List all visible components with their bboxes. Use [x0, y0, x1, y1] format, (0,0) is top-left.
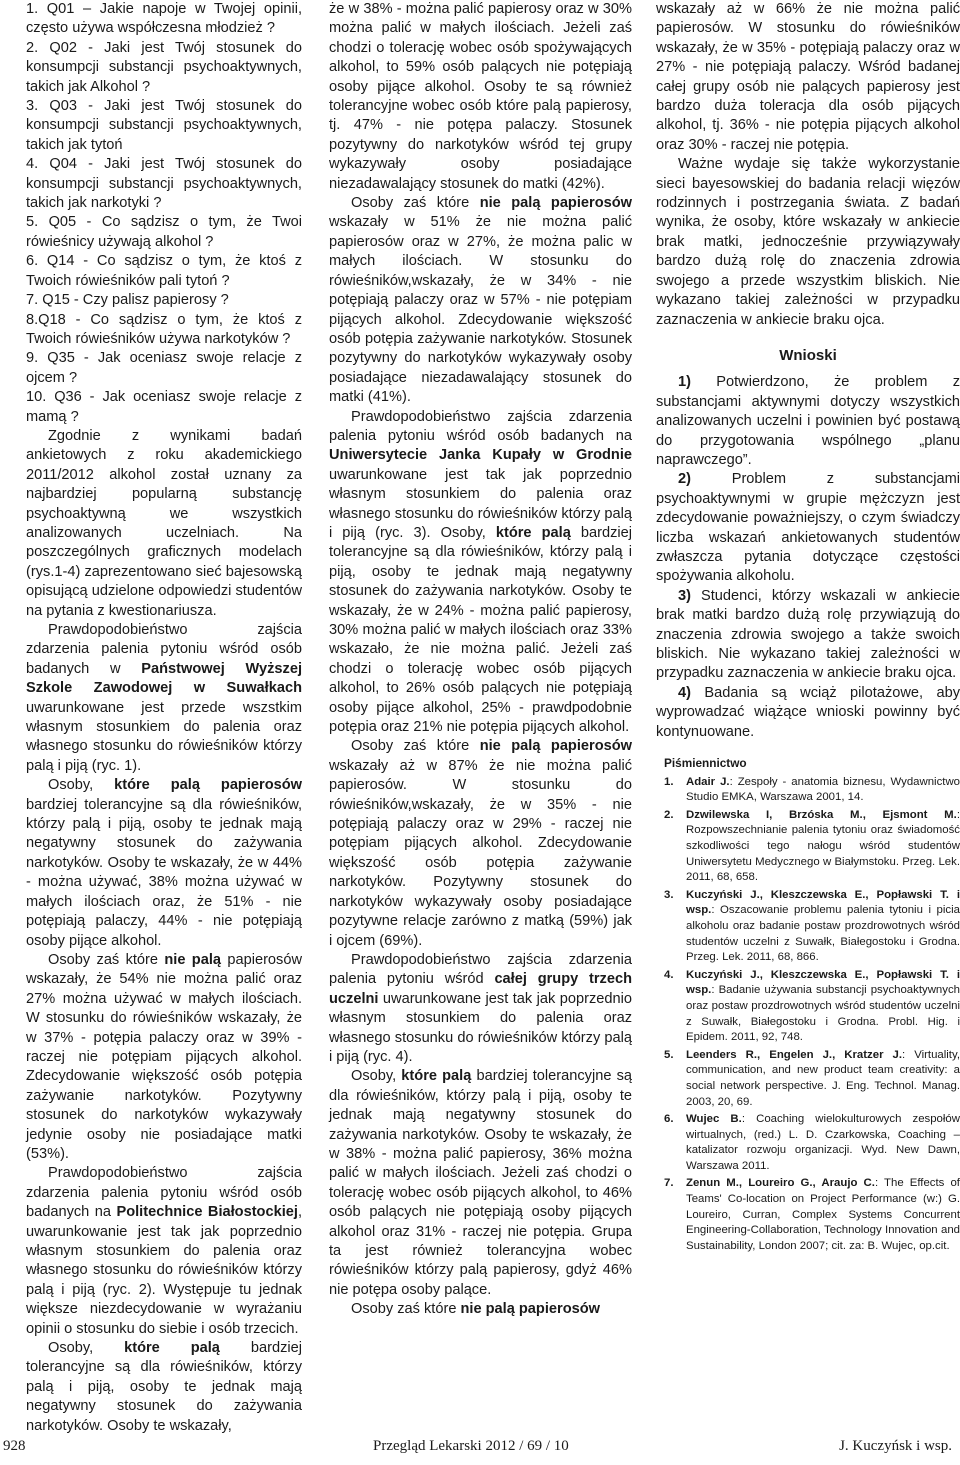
question-item: 7. Q15 - Czy palisz papierosy ?	[26, 292, 229, 309]
question-item: 5. Q05 - Co sądzisz o tym, że Twoi rówieśnicy używają alkohol ?	[26, 214, 302, 250]
body-paragraph: Osoby zaś które nie palą papierosów wskazały, że 54% nie można palić oraz 27% można używać w małych ilościach. W stosunku do rówieśników wskazały, że w 37% - potępia palaczy oraz w 39% - raczej nie potępiam pijących alkohol. Zdecydowanie większość osób potępia zażywanie narkotyków. Pozytywny stosunek do narkotyków wykazywały jedynie osoby nie posiadające matki (53%).	[26, 951, 302, 1162]
column-1	[26, 0, 302, 1436]
question-item: 8.Q18 - Co sądzisz o tym, że ktoś z Twoich rówieśników używa narkotyków ?	[26, 311, 302, 347]
body-paragraph: Osoby zaś które nie palą papierosów wskazały aż w 87% że nie można palić papierosów. W stosunku do rówieśników,wskazały, że w 35% - nie potępiają palaczy oraz w 29% - raczej nie potępiam pijących alkohol. Zdecydowanie większość osób potępia zażywanie narkotyków. Pozytywny stosunek do narkotyków wykazywały osoby posiadające pozytywne relacje zarówno z matką (59%) jak i ojcem (69%).	[329, 738, 632, 949]
question-item: 9. Q35 - Jak oceniasz swoje relacje z ojcem ?	[26, 350, 302, 386]
body-paragraph: Osoby, które palą papierosów bardziej tolerancyjne są dla rówieśników, którzy palą i piją, osoby te jednak mają negatywny stosunek do zażywania narkotyków. Osoby te wskazały, że w 44% - można używać, 38% można używać w małych ilościach oraz, że 51% - nie potępiają palaczy, 44% - nie potępiają osoby pijące alkohol.	[26, 777, 302, 949]
column-2	[329, 0, 632, 1320]
reference-item: 3. Kuczyński J., Kleszczewska E., Popławski T. i wsp.: Oszacowanie problemu palenia tytoniu i picia alkoholu oraz badanie postaw prozdrowotnych wśród studentów uczelni z Suwałk, Białegostoku i Grodna. Przeg. Lek. 2011, 68, 866.	[664, 888, 960, 964]
question-item: 10. Q36 - Jak oceniasz swoje relacje z mamą ?	[26, 389, 302, 425]
page-number: 928	[3, 1438, 26, 1454]
reference-item: 1. Adair J.: Zespoły - anatomia biznesu, Wydawnictwo Studio EMKA, Warszawa 2001, 14.	[664, 775, 960, 804]
body-paragraph: Prawdopodobieństwo zajścia zdarzenia palenia pytoniu wśród osób badanych w Państwowej Wyższej Szkole Zawodowej w Suwałkach uwarunkowane jest przede wszstkim własnym stosunkiem do palenia oraz własnego stosunku do rówieśników którzy palą i piją (ryc. 1).	[26, 622, 302, 774]
question-item: 4. Q04 - Jaki jest Twój stosunek do konsumpcji substancji psychoaktywnych, takich jak narkotyki ?	[26, 156, 302, 212]
reference-list	[656, 775, 960, 1255]
body-paragraph: wskazały aż w 66% że nie można palić papierosów. W stosunku do rówieśników wskazały, że w 35% - potępiają palaczy oraz w 27% - nie potępiają palaczy. Wśród badanej całej grupy osób nie palących papierosy jest bardzo duża toleracja dla osób pijących alkohol, tj. 36% - nie potępia pijących alkohol oraz 30% - raczej nie potępia.	[656, 1, 960, 153]
reference-item: 2. Dzwilewska I, Brzóska M., Ejsmont M.: Rozpowszechnianie palenia tytoniu oraz świadomość szkodliwości tego nałogu wśród studentów Uniwersytetu Medycznego w Białymstoku. Przeg. Lek. 2011, 68, 658.	[664, 808, 960, 884]
body-paragraph: Osoby zaś które nie palą papierosów	[351, 1301, 600, 1318]
references-heading: Piśmiennictwo	[664, 756, 747, 771]
question-item: 2. Q02 - Jaki jest Twój stosunek do konsumpcji substancji psychoaktywnych, takich jak Alkohol ?	[26, 39, 302, 95]
conclusion-item: 4) Badania są wciąż pilotażowe, aby wyprowadzać wiążące wnioski powinny być kontynuowane.	[656, 684, 960, 740]
journal-name: Przegląd Lekarski 2012 / 69 / 10	[373, 1438, 569, 1454]
body-paragraph: że w 38% - można palić papierosy oraz w 30% można palić w małych ilościach. Jeżeli zaś chodzi o tolerację wobec osób spożywających alkohol, to 59% osób palących nie potępiają osoby pijące alkohol. Osoby te są również tolerancyjne wobec osób które palą papierosy, tj. 47% - nie potępa palaczy. Stosunek pozytywny do narkotyków wśród tej grupy wykazywały osoby posiadające niezadawalający stosunek do matki (42%).	[329, 1, 632, 192]
references	[656, 756, 960, 1254]
conclusion-item: 1) Potwierdzono, że problem z substancjami aktywnymi dotyczy wszystkich analizowanych uczelni i powinien być postawą do przygotowania wspólnego „planu naprawczego”.	[656, 374, 960, 468]
body-paragraph: Osoby, które palą bardziej tolerancyjne są dla rówieśników, którzy palą i piją, osoby te jednak mają negatywny stosunek do zażywania narkotyków. Osoby te wskazały, że w 38% - można palić papierosy, 36% można palić w małych ilościach. Jeżeli zaś chodzi o tolerację wobec osób pijących alkohol, to 46% osób palących nie potępiają osoby pijących alkohol oraz 31% - raczej nie potępia. Grupa ta jest również tolerancyjna wobec rówieśników którzy palą papierosy, gdyż 46% nie potępa osoby palące.	[329, 1068, 632, 1298]
question-item: 1. Q01 – Jakie napoje w Twojej opinii, często używa współczesna młodzież ?	[26, 1, 302, 37]
question-item: 6. Q14 - Co sądzisz o tym, że ktoś z Twoich rówieśników pali tytoń ?	[26, 253, 302, 289]
reference-item: 4. Kuczyński J., Kleszczewska E., Popławski T. i wsp.: Badanie używania substancji psychoaktywnych oraz postaw prozdrowotnych wśród studentów uczelni z Suwałk, Białegostoku i Grodna. Probl. Hig. i Epidem. 2011, 92, 748.	[664, 968, 960, 1044]
body-paragraph: Ważne wydaje się także wykorzystanie sieci bayesowskiej do badania relacji więzów rodzinnych i postrzegania świata. Z badań wynika, że osoby, które wskazały w ankiecie brak matki, jednocześnie przywiązywały bardzo dużą rolę do znaczenia zdrowia swojego a przede wszystkim bliskich. Nie wykazano takiej zależności w przypadku zaznaczenia w ankiecie braku ojca.	[656, 156, 960, 328]
question-item: 3. Q03 - Jaki jest Twój stosunek do konsumpcji substancji psychoaktywnych, takich jak tytoń	[26, 98, 302, 153]
footer-author: J. Kuczyńsk i wsp.	[839, 1438, 952, 1454]
reference-item: 5. Leenders R., Engelen J., Kratzer J.: Virtuality, communication, and new product team creativity: a social network perspective. J. Eng. Technol. Manag. 2003, 20, 69.	[664, 1048, 960, 1108]
body-paragraph: Osoby, które palą bardziej tolerancyjne są dla rówieśników, którzy palą i piją, osoby te jednak mają negatywny stosunek do zażywania narkotyków. Osoby te wskazały,	[26, 1340, 302, 1434]
reference-item: 7. Zenun M., Loureiro G., Araujo C.: The Effects of Teams' Co-location on Project Performance (w:) G. Loureiro, Curran, Complex Systems Concurrent Engineering-Collaboration, Technology Innovation and Sustainability, London 2007; cit. za: B. Wujec, op.cit.	[664, 1177, 960, 1252]
body-paragraph: Zgodnie z wynikami badań ankietowych z roku akademickiego 2011/2012 alkohol został uznany za najbardziej popularną substancję psychoaktywną we wszystkich analizowanych uczelniach. Na poszczególnych graficznych modelach (rys.1-4) zaprezentowano sieć bajesowską opisującą udzielone odpowiedzi studentów na pytania z kwestionariusza.	[26, 427, 302, 619]
reference-item: 6. Wujec B.: Coaching wielokulturowych zespołów wirtualnych, (red.) L. D. Czarkowska, Coaching – katalizator rozwoju organizacji. Wyd. New Dawn, Warszawa 2011.	[664, 1113, 960, 1172]
column-3	[656, 0, 960, 1256]
body-paragraph: Osoby zaś które nie palą papierosów wskazały w 51% że nie można palić papierosów oraz w 27%, że można palic w małych ilościach. W stosunku do rówieśników,wskazały, że w 34% - nie potępiają palaczy oraz w 57% - nie potępiam pijących alkohol. Zdecydowanie większość osób potępia zażywanie narkotyków. Stosunek pozytywny do narkotyków wykazywały osoby posiadające niezadawalający stosunek do matki (41%).	[329, 195, 632, 406]
body-paragraph: Prawdopodobieństwo zajścia zdarzenia palenia pytoniu wśród całej grupy trzech uczelni uwarunkowane jest tak jak poprzednio własnym stosunkiem do palenia oraz własnego stosunku do rówieśników którzy palą i piją (ryc. 4).	[329, 951, 633, 1065]
conclusion-item: 3) Studenci, którzy wskazali w ankiecie brak matki bardzo dużą rolę przywiązują do znaczenia zdrowia swojego a także swoich bliskich. Nie wykazano takiej zależności w przypadku zaznaczenia w ankiecie braku ojca.	[656, 587, 960, 682]
body-paragraph: Prawdopodobieństwo zajścia zdarzenia palenia pytoniu wśród osób badanych na Uniwersytecie Janka Kupały w Grodnie uwarunkowane jest tak jak poprzednio własnym stosunkiem do palenia oraz własnego stosunku do rówieśników którzy palą i piją (ryc. 3). Osoby, które palą bardziej tolerancyjne są dla rówieśników, którzy palą i piją, osoby te jednak mają negatywny stosunek do zażywania narkotyków. Osoby te wskazały, że w 24% - można palić papierosy, 30% można palić w małych ilościach oraz 33% wskazało, że nie można palić. Jeżeli zaś chodzi o tolerację wobec osób pijących alkohol, to 26% osób palących nie potępiają osoby pijące alkohol, 25% - prawdpodobnie potępia oraz 21% nie potępia pijących alkohol.	[329, 408, 633, 736]
body-paragraph: Prawdopodobieństwo zajścia zdarzenia palenia pytoniu wśród osób badanych na Politechnice Białostockiej, uwarunkowanie jest tak jak poprzednio własnym stosunkiem do palenia oraz własnego stosunku do rówieśników którzy palą i piją (ryc. 2). Występuje tu jednak większe niezdecydowanie w wyrażaniu opinii o stosunku do siebie i osób trzecich.	[26, 1165, 302, 1337]
conclusion-item: 2) Problem z substancjami psychoaktywnymi w grupie mężczyzn jest zdecydowanie poważniejszy, o czym świadczy liczba wskazań ankietowanych studentów zwłaszcza pytania dotyczące częstości spożywania alkoholu.	[656, 471, 960, 585]
page-footer	[0, 1432, 960, 1462]
section-heading-conclusions: Wnioski	[779, 346, 837, 364]
